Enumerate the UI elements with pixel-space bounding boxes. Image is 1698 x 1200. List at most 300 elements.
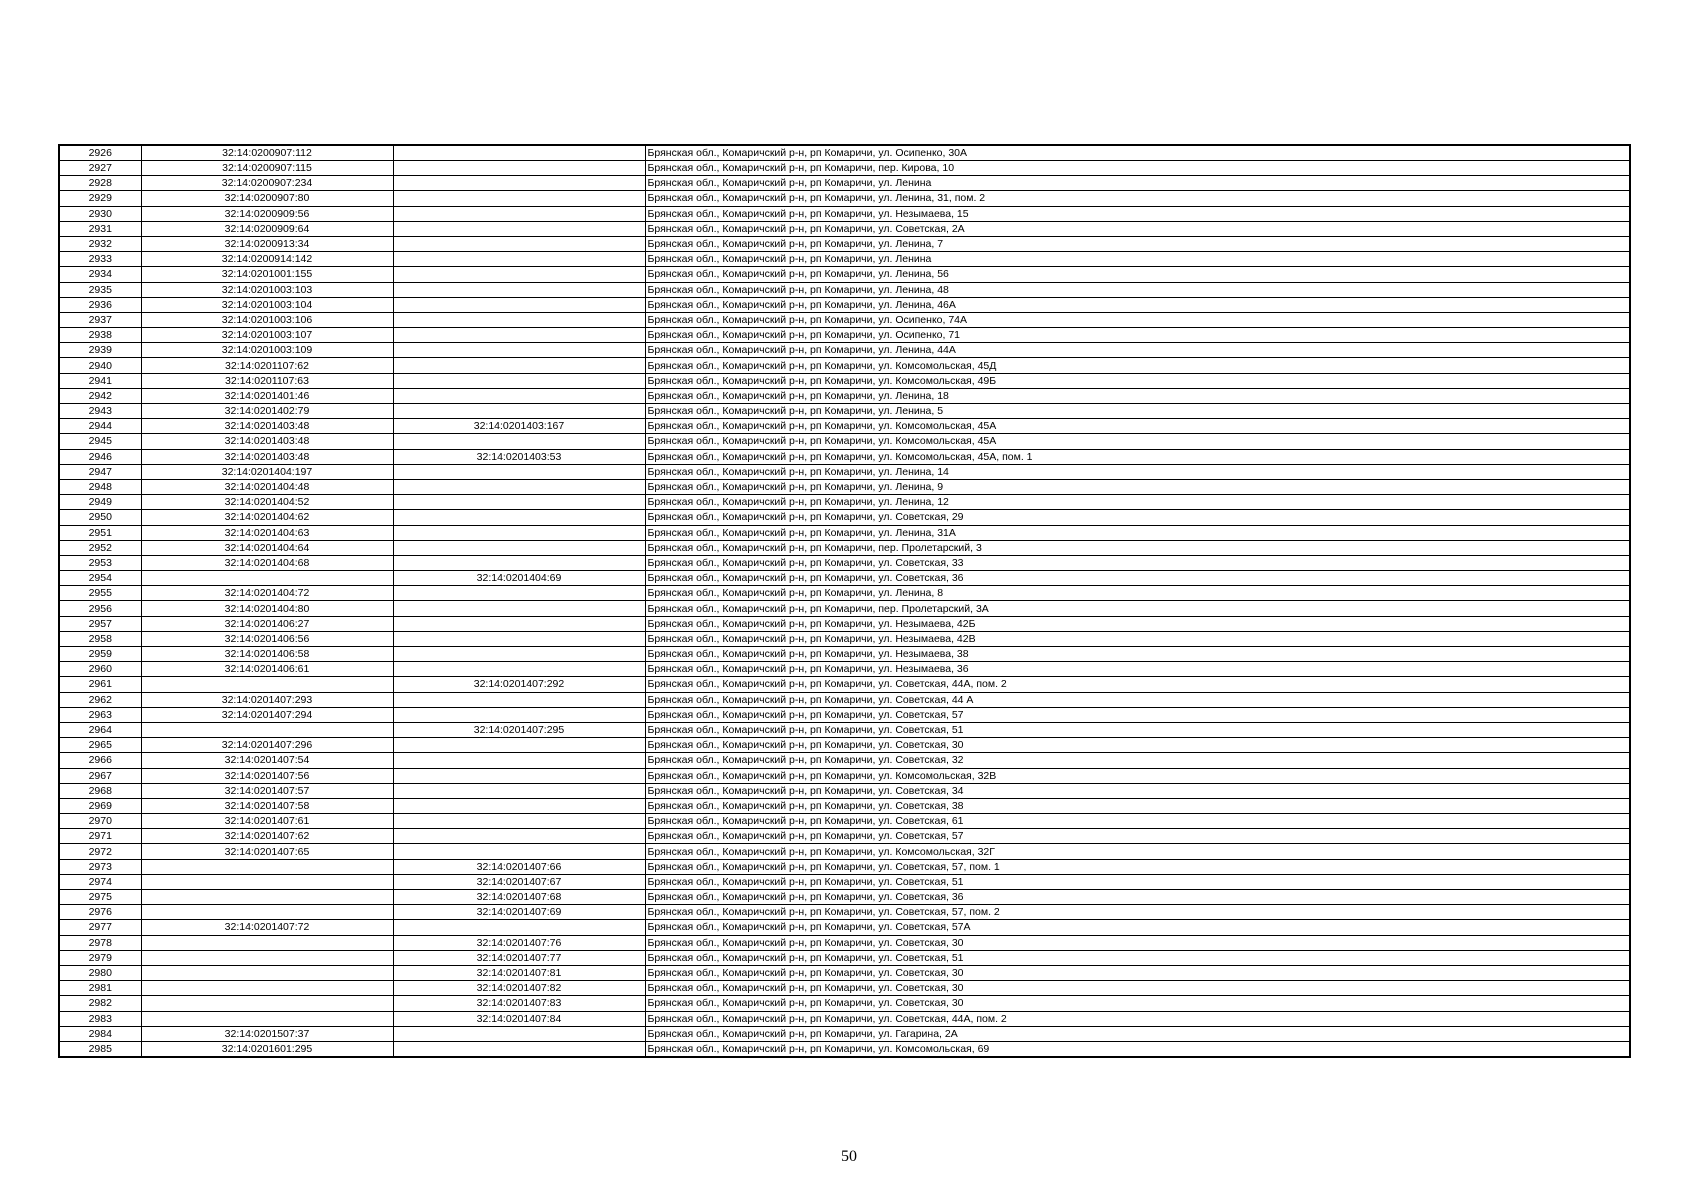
table-row: [59, 1011, 1630, 1026]
cadastral-number-cell: [141, 874, 393, 889]
row-number-cell: 2978: [59, 935, 141, 950]
cadastral-number-cell: 32:14:0201407:65: [141, 844, 393, 859]
object-cadastral-number-cell: 32:14:0201407:84: [393, 1011, 645, 1026]
row-number-cell: 2974: [59, 874, 141, 889]
cadastral-number-cell: [141, 859, 393, 874]
row-number-cell: 2935: [59, 282, 141, 297]
table-row: [59, 540, 1630, 555]
cadastral-number-cell: 32:14:0200909:56: [141, 206, 393, 221]
object-cadastral-number-cell: [393, 844, 645, 859]
cadastral-number-cell: [141, 890, 393, 905]
table-row: [59, 616, 1630, 631]
cadastral-number-cell: 32:14:0201402:79: [141, 404, 393, 419]
table-row: [59, 328, 1630, 343]
object-cadastral-number-cell: [393, 798, 645, 813]
address-cell: Брянская обл., Комаричский р-н, рп Комаричи, ул. Ленина, 5: [645, 404, 1630, 419]
address-cell: Брянская обл., Комаричский р-н, рп Комаричи, ул. Комсомольская, 45Д: [645, 358, 1630, 373]
address-cell: Брянская обл., Комаричский р-н, рп Комаричи, ул. Советская, 51: [645, 874, 1630, 889]
row-number-cell: 2944: [59, 419, 141, 434]
table-row: [59, 571, 1630, 586]
table-row: [59, 798, 1630, 813]
table-row: [59, 859, 1630, 874]
object-cadastral-number-cell: [393, 479, 645, 494]
object-cadastral-number-cell: [393, 601, 645, 616]
object-cadastral-number-cell: [393, 829, 645, 844]
cadastral-number-cell: 32:14:0201107:62: [141, 358, 393, 373]
cadastral-number-cell: 32:14:0201403:48: [141, 449, 393, 464]
cadastral-number-cell: 32:14:0200907:80: [141, 191, 393, 206]
cadastral-number-cell: [141, 935, 393, 950]
object-cadastral-number-cell: [393, 647, 645, 662]
row-number-cell: 2958: [59, 631, 141, 646]
table-row: [59, 297, 1630, 312]
address-cell: Брянская обл., Комаричский р-н, рп Комаричи, ул. Незымаева, 42Б: [645, 616, 1630, 631]
address-cell: Брянская обл., Комаричский р-н, рп Комаричи, ул. Советская, 36: [645, 890, 1630, 905]
object-cadastral-number-cell: [393, 662, 645, 677]
table-row: [59, 464, 1630, 479]
cadastral-number-cell: [141, 965, 393, 980]
table-row: [59, 935, 1630, 950]
row-number-cell: 2971: [59, 829, 141, 844]
table-row: [59, 844, 1630, 859]
address-cell: Брянская обл., Комаричский р-н, рп Комаричи, ул. Ленина, 8: [645, 586, 1630, 601]
row-number-cell: 2982: [59, 996, 141, 1011]
cadastral-number-cell: [141, 677, 393, 692]
address-cell: Брянская обл., Комаричский р-н, рп Комаричи, ул. Ленина: [645, 176, 1630, 191]
table-row: [59, 404, 1630, 419]
registry-sheet: [58, 144, 1629, 1058]
object-cadastral-number-cell: [393, 783, 645, 798]
object-cadastral-number-cell: 32:14:0201407:292: [393, 677, 645, 692]
object-cadastral-number-cell: [393, 297, 645, 312]
object-cadastral-number-cell: [393, 814, 645, 829]
cadastral-number-cell: 32:14:0201404:62: [141, 510, 393, 525]
row-number-cell: 2952: [59, 540, 141, 555]
cadastral-number-cell: 32:14:0201003:106: [141, 312, 393, 327]
object-cadastral-number-cell: [393, 707, 645, 722]
table-row: [59, 434, 1630, 449]
table-row: [59, 631, 1630, 646]
row-number-cell: 2973: [59, 859, 141, 874]
table-row: [59, 814, 1630, 829]
address-cell: Брянская обл., Комаричский р-н, рп Комаричи, ул. Советская, 30: [645, 981, 1630, 996]
row-number-cell: 2967: [59, 768, 141, 783]
table-row: [59, 373, 1630, 388]
address-cell: Брянская обл., Комаричский р-н, рп Комаричи, ул. Комсомольская, 32Г: [645, 844, 1630, 859]
object-cadastral-number-cell: [393, 510, 645, 525]
address-cell: Брянская обл., Комаричский р-н, рп Комаричи, ул. Ленина, 12: [645, 495, 1630, 510]
cadastral-number-cell: 32:14:0201404:72: [141, 586, 393, 601]
address-cell: Брянская обл., Комаричский р-н, рп Комаричи, ул. Советская, 44А, пом. 2: [645, 677, 1630, 692]
cadastral-number-cell: 32:14:0200909:64: [141, 221, 393, 236]
table-row: [59, 981, 1630, 996]
row-number-cell: 2976: [59, 905, 141, 920]
row-number-cell: 2947: [59, 464, 141, 479]
address-cell: Брянская обл., Комаричский р-н, рп Комаричи, ул. Ленина, 7: [645, 236, 1630, 251]
row-number-cell: 2960: [59, 662, 141, 677]
row-number-cell: 2980: [59, 965, 141, 980]
cadastral-number-cell: 32:14:0200907:112: [141, 145, 393, 161]
page-number: 50: [841, 1148, 857, 1165]
table-row: [59, 1041, 1630, 1057]
cadastral-number-cell: 32:14:0201107:63: [141, 373, 393, 388]
address-cell: Брянская обл., Комаричский р-н, рп Комаричи, ул. Ленина, 18: [645, 388, 1630, 403]
table-row: [59, 722, 1630, 737]
object-cadastral-number-cell: [393, 738, 645, 753]
address-cell: Брянская обл., Комаричский р-н, рп Комаричи, ул. Комсомольская, 45А, пом. 1: [645, 449, 1630, 464]
object-cadastral-number-cell: [393, 768, 645, 783]
address-cell: Брянская обл., Комаричский р-н, рп Комаричи, ул. Советская, 51: [645, 722, 1630, 737]
cadastral-number-cell: 32:14:0201601:295: [141, 1041, 393, 1057]
cadastral-number-cell: 32:14:0201407:57: [141, 783, 393, 798]
row-number-cell: 2932: [59, 236, 141, 251]
cadastral-number-cell: 32:14:0201404:80: [141, 601, 393, 616]
table-row: [59, 206, 1630, 221]
row-number-cell: 2977: [59, 920, 141, 935]
table-row: [59, 601, 1630, 616]
cadastral-number-cell: 32:14:0201003:107: [141, 328, 393, 343]
cadastral-number-cell: 32:14:0201403:48: [141, 434, 393, 449]
object-cadastral-number-cell: 32:14:0201407:68: [393, 890, 645, 905]
cadastral-number-cell: 32:14:0201407:293: [141, 692, 393, 707]
object-cadastral-number-cell: [393, 252, 645, 267]
table-row: [59, 419, 1630, 434]
object-cadastral-number-cell: 32:14:0201407:69: [393, 905, 645, 920]
object-cadastral-number-cell: 32:14:0201407:67: [393, 874, 645, 889]
address-cell: Брянская обл., Комаричский р-н, рп Комаричи, ул. Осипенко, 74А: [645, 312, 1630, 327]
table-row: [59, 236, 1630, 251]
object-cadastral-number-cell: [393, 1026, 645, 1041]
row-number-cell: 2965: [59, 738, 141, 753]
row-number-cell: 2972: [59, 844, 141, 859]
table-row: [59, 267, 1630, 282]
table-row: [59, 707, 1630, 722]
table-row: [59, 950, 1630, 965]
row-number-cell: 2968: [59, 783, 141, 798]
cadastral-number-cell: [141, 722, 393, 737]
registry-table: [58, 144, 1631, 1058]
table-row: [59, 586, 1630, 601]
address-cell: Брянская обл., Комаричский р-н, рп Комаричи, ул. Советская, 30: [645, 996, 1630, 1011]
address-cell: Брянская обл., Комаричский р-н, рп Комаричи, ул. Советская, 61: [645, 814, 1630, 829]
object-cadastral-number-cell: 32:14:0201404:69: [393, 571, 645, 586]
address-cell: Брянская обл., Комаричский р-н, рп Комаричи, ул. Незымаева, 15: [645, 206, 1630, 221]
object-cadastral-number-cell: [393, 753, 645, 768]
row-number-cell: 2930: [59, 206, 141, 221]
row-number-cell: 2956: [59, 601, 141, 616]
cadastral-number-cell: [141, 981, 393, 996]
object-cadastral-number-cell: 32:14:0201407:81: [393, 965, 645, 980]
address-cell: Брянская обл., Комаричский р-н, рп Комаричи, пер. Пролетарский, 3: [645, 540, 1630, 555]
table-row: [59, 647, 1630, 662]
row-number-cell: 2948: [59, 479, 141, 494]
address-cell: Брянская обл., Комаричский р-н, рп Комаричи, ул. Ленина, 9: [645, 479, 1630, 494]
cadastral-number-cell: 32:14:0201407:56: [141, 768, 393, 783]
table-row: [59, 768, 1630, 783]
row-number-cell: 2954: [59, 571, 141, 586]
address-cell: Брянская обл., Комаричский р-н, рп Комаричи, ул. Ленина: [645, 252, 1630, 267]
cadastral-number-cell: 32:14:0201003:104: [141, 297, 393, 312]
object-cadastral-number-cell: [393, 388, 645, 403]
object-cadastral-number-cell: [393, 343, 645, 358]
table-row: [59, 358, 1630, 373]
address-cell: Брянская обл., Комаричский р-н, рп Комаричи, ул. Советская, 38: [645, 798, 1630, 813]
address-cell: Брянская обл., Комаричский р-н, рп Комаричи, ул. Советская, 30: [645, 935, 1630, 950]
address-cell: Брянская обл., Комаричский р-н, рп Комаричи, ул. Советская, 30: [645, 738, 1630, 753]
object-cadastral-number-cell: [393, 555, 645, 570]
row-number-cell: 2929: [59, 191, 141, 206]
object-cadastral-number-cell: [393, 525, 645, 540]
row-number-cell: 2985: [59, 1041, 141, 1057]
table-row: [59, 753, 1630, 768]
table-row: [59, 874, 1630, 889]
row-number-cell: 2946: [59, 449, 141, 464]
table-row: [59, 525, 1630, 540]
cadastral-number-cell: [141, 905, 393, 920]
table-row: [59, 905, 1630, 920]
cadastral-number-cell: 32:14:0201001:155: [141, 267, 393, 282]
row-number-cell: 2961: [59, 677, 141, 692]
table-row: [59, 343, 1630, 358]
cadastral-number-cell: 32:14:0201404:197: [141, 464, 393, 479]
address-cell: Брянская обл., Комаричский р-н, рп Комаричи, ул. Незымаева, 38: [645, 647, 1630, 662]
table-row: [59, 388, 1630, 403]
address-cell: Брянская обл., Комаричский р-н, рп Комаричи, ул. Советская, 44А, пом. 2: [645, 1011, 1630, 1026]
table-row: [59, 662, 1630, 677]
row-number-cell: 2950: [59, 510, 141, 525]
object-cadastral-number-cell: [393, 434, 645, 449]
cadastral-number-cell: 32:14:0201406:61: [141, 662, 393, 677]
table-row: [59, 176, 1630, 191]
cadastral-number-cell: 32:14:0201403:48: [141, 419, 393, 434]
address-cell: Брянская обл., Комаричский р-н, рп Комаричи, ул. Советская, 57А: [645, 920, 1630, 935]
object-cadastral-number-cell: [393, 464, 645, 479]
cadastral-number-cell: 32:14:0201407:62: [141, 829, 393, 844]
object-cadastral-number-cell: [393, 1041, 645, 1057]
object-cadastral-number-cell: 32:14:0201403:53: [393, 449, 645, 464]
cadastral-number-cell: 32:14:0201003:109: [141, 343, 393, 358]
address-cell: Брянская обл., Комаричский р-н, рп Комаричи, ул. Ленина, 48: [645, 282, 1630, 297]
table-row: [59, 829, 1630, 844]
row-number-cell: 2979: [59, 950, 141, 965]
cadastral-number-cell: 32:14:0201404:48: [141, 479, 393, 494]
address-cell: Брянская обл., Комаричский р-н, рп Комаричи, ул. Советская, 34: [645, 783, 1630, 798]
address-cell: Брянская обл., Комаричский р-н, рп Комаричи, ул. Комсомольская, 32В: [645, 768, 1630, 783]
registry-table-body: [59, 145, 1630, 1057]
object-cadastral-number-cell: 32:14:0201407:66: [393, 859, 645, 874]
table-row: [59, 692, 1630, 707]
object-cadastral-number-cell: 32:14:0201407:77: [393, 950, 645, 965]
address-cell: Брянская обл., Комаричский р-н, рп Комаричи, ул. Советская, 30: [645, 965, 1630, 980]
table-row: [59, 510, 1630, 525]
cadastral-number-cell: 32:14:0201404:52: [141, 495, 393, 510]
address-cell: Брянская обл., Комаричский р-н, рп Комаричи, ул. Советская, 32: [645, 753, 1630, 768]
cadastral-number-cell: [141, 996, 393, 1011]
table-row: [59, 145, 1630, 161]
object-cadastral-number-cell: [393, 373, 645, 388]
address-cell: Брянская обл., Комаричский р-н, рп Комаричи, ул. Осипенко, 30А: [645, 145, 1630, 161]
row-number-cell: 2942: [59, 388, 141, 403]
object-cadastral-number-cell: [393, 692, 645, 707]
table-row: [59, 312, 1630, 327]
row-number-cell: 2975: [59, 890, 141, 905]
address-cell: Брянская обл., Комаричский р-н, рп Комаричи, ул. Советская, 57: [645, 707, 1630, 722]
cadastral-number-cell: 32:14:0201401:46: [141, 388, 393, 403]
object-cadastral-number-cell: [393, 206, 645, 221]
cadastral-number-cell: 32:14:0200913:34: [141, 236, 393, 251]
object-cadastral-number-cell: [393, 616, 645, 631]
table-row: [59, 890, 1630, 905]
row-number-cell: 2963: [59, 707, 141, 722]
object-cadastral-number-cell: [393, 631, 645, 646]
row-number-cell: 2970: [59, 814, 141, 829]
table-row: [59, 920, 1630, 935]
row-number-cell: 2943: [59, 404, 141, 419]
row-number-cell: 2938: [59, 328, 141, 343]
cadastral-number-cell: [141, 571, 393, 586]
address-cell: Брянская обл., Комаричский р-н, рп Комаричи, ул. Незымаева, 42В: [645, 631, 1630, 646]
cadastral-number-cell: 32:14:0201407:72: [141, 920, 393, 935]
table-row: [59, 965, 1630, 980]
table-row: [59, 161, 1630, 176]
object-cadastral-number-cell: 32:14:0201403:167: [393, 419, 645, 434]
address-cell: Брянская обл., Комаричский р-н, рп Комаричи, ул. Советская, 57: [645, 829, 1630, 844]
cadastral-number-cell: 32:14:0200907:234: [141, 176, 393, 191]
row-number-cell: 2927: [59, 161, 141, 176]
cadastral-number-cell: 32:14:0201406:58: [141, 647, 393, 662]
object-cadastral-number-cell: [393, 920, 645, 935]
object-cadastral-number-cell: [393, 328, 645, 343]
row-number-cell: 2928: [59, 176, 141, 191]
cadastral-number-cell: 32:14:0201404:64: [141, 540, 393, 555]
object-cadastral-number-cell: [393, 161, 645, 176]
row-number-cell: 2955: [59, 586, 141, 601]
object-cadastral-number-cell: 32:14:0201407:82: [393, 981, 645, 996]
table-row: [59, 738, 1630, 753]
cadastral-number-cell: 32:14:0201003:103: [141, 282, 393, 297]
cadastral-number-cell: [141, 950, 393, 965]
cadastral-number-cell: 32:14:0201407:54: [141, 753, 393, 768]
object-cadastral-number-cell: [393, 495, 645, 510]
address-cell: Брянская обл., Комаричский р-н, рп Комаричи, пер. Пролетарский, 3А: [645, 601, 1630, 616]
address-cell: Брянская обл., Комаричский р-н, рп Комаричи, ул. Ленина, 31, пом. 2: [645, 191, 1630, 206]
address-cell: Брянская обл., Комаричский р-н, рп Комаричи, ул. Ленина, 46А: [645, 297, 1630, 312]
address-cell: Брянская обл., Комаричский р-н, рп Комаричи, пер. Кирова, 10: [645, 161, 1630, 176]
address-cell: Брянская обл., Комаричский р-н, рп Комаричи, ул. Ленина, 56: [645, 267, 1630, 282]
address-cell: Брянская обл., Комаричский р-н, рп Комаричи, ул. Советская, 2А: [645, 221, 1630, 236]
table-row: [59, 479, 1630, 494]
object-cadastral-number-cell: [393, 312, 645, 327]
cadastral-number-cell: 32:14:0200907:115: [141, 161, 393, 176]
address-cell: Брянская обл., Комаричский р-н, рп Комаричи, ул. Советская, 44 А: [645, 692, 1630, 707]
object-cadastral-number-cell: [393, 358, 645, 373]
address-cell: Брянская обл., Комаричский р-н, рп Комаричи, ул. Комсомольская, 45А: [645, 434, 1630, 449]
address-cell: Брянская обл., Комаричский р-н, рп Комаричи, ул. Ленина, 31А: [645, 525, 1630, 540]
cadastral-number-cell: 32:14:0201507:37: [141, 1026, 393, 1041]
row-number-cell: 2941: [59, 373, 141, 388]
address-cell: Брянская обл., Комаричский р-н, рп Комаричи, ул. Комсомольская, 49Б: [645, 373, 1630, 388]
object-cadastral-number-cell: [393, 145, 645, 161]
object-cadastral-number-cell: [393, 236, 645, 251]
address-cell: Брянская обл., Комаричский р-н, рп Комаричи, ул. Советская, 29: [645, 510, 1630, 525]
row-number-cell: 2966: [59, 753, 141, 768]
object-cadastral-number-cell: [393, 191, 645, 206]
object-cadastral-number-cell: [393, 586, 645, 601]
cadastral-number-cell: 32:14:0201407:58: [141, 798, 393, 813]
table-row: [59, 252, 1630, 267]
row-number-cell: 2940: [59, 358, 141, 373]
cadastral-number-cell: 32:14:0201407:294: [141, 707, 393, 722]
row-number-cell: 2951: [59, 525, 141, 540]
row-number-cell: 2945: [59, 434, 141, 449]
address-cell: Брянская обл., Комаричский р-н, рп Комаричи, ул. Комсомольская, 69: [645, 1041, 1630, 1057]
row-number-cell: 2939: [59, 343, 141, 358]
address-cell: Брянская обл., Комаричский р-н, рп Комаричи, ул. Советская, 57, пом. 1: [645, 859, 1630, 874]
object-cadastral-number-cell: [393, 540, 645, 555]
table-row: [59, 555, 1630, 570]
row-number-cell: 2949: [59, 495, 141, 510]
cadastral-number-cell: [141, 1011, 393, 1026]
cadastral-number-cell: 32:14:0201406:56: [141, 631, 393, 646]
table-row: [59, 282, 1630, 297]
cadastral-number-cell: 32:14:0200914:142: [141, 252, 393, 267]
cadastral-number-cell: 32:14:0201404:68: [141, 555, 393, 570]
row-number-cell: 2969: [59, 798, 141, 813]
address-cell: Брянская обл., Комаричский р-н, рп Комаричи, ул. Осипенко, 71: [645, 328, 1630, 343]
row-number-cell: 2981: [59, 981, 141, 996]
table-row: [59, 1026, 1630, 1041]
row-number-cell: 2983: [59, 1011, 141, 1026]
row-number-cell: 2937: [59, 312, 141, 327]
cadastral-number-cell: 32:14:0201407:296: [141, 738, 393, 753]
address-cell: Брянская обл., Комаричский р-н, рп Комаричи, ул. Советская, 33: [645, 555, 1630, 570]
table-row: [59, 221, 1630, 236]
cadastral-number-cell: 32:14:0201406:27: [141, 616, 393, 631]
row-number-cell: 2933: [59, 252, 141, 267]
row-number-cell: 2962: [59, 692, 141, 707]
table-row: [59, 191, 1630, 206]
table-row: [59, 996, 1630, 1011]
object-cadastral-number-cell: [393, 267, 645, 282]
cadastral-number-cell: 32:14:0201404:63: [141, 525, 393, 540]
table-row: [59, 495, 1630, 510]
row-number-cell: 2953: [59, 555, 141, 570]
row-number-cell: 2964: [59, 722, 141, 737]
object-cadastral-number-cell: [393, 282, 645, 297]
address-cell: Брянская обл., Комаричский р-н, рп Комаричи, ул. Советская, 36: [645, 571, 1630, 586]
row-number-cell: 2936: [59, 297, 141, 312]
object-cadastral-number-cell: [393, 221, 645, 236]
object-cadastral-number-cell: [393, 404, 645, 419]
address-cell: Брянская обл., Комаричский р-н, рп Комаричи, ул. Советская, 51: [645, 950, 1630, 965]
object-cadastral-number-cell: [393, 176, 645, 191]
row-number-cell: 2931: [59, 221, 141, 236]
row-number-cell: 2959: [59, 647, 141, 662]
row-number-cell: 2957: [59, 616, 141, 631]
address-cell: Брянская обл., Комаричский р-н, рп Комаричи, ул. Ленина, 44А: [645, 343, 1630, 358]
table-row: [59, 783, 1630, 798]
row-number-cell: 2926: [59, 145, 141, 161]
table-row: [59, 677, 1630, 692]
object-cadastral-number-cell: 32:14:0201407:295: [393, 722, 645, 737]
table-row: [59, 449, 1630, 464]
row-number-cell: 2984: [59, 1026, 141, 1041]
cadastral-number-cell: 32:14:0201407:61: [141, 814, 393, 829]
row-number-cell: 2934: [59, 267, 141, 282]
object-cadastral-number-cell: 32:14:0201407:83: [393, 996, 645, 1011]
address-cell: Брянская обл., Комаричский р-н, рп Комаричи, ул. Ленина, 14: [645, 464, 1630, 479]
address-cell: Брянская обл., Комаричский р-н, рп Комаричи, ул. Комсомольская, 45А: [645, 419, 1630, 434]
